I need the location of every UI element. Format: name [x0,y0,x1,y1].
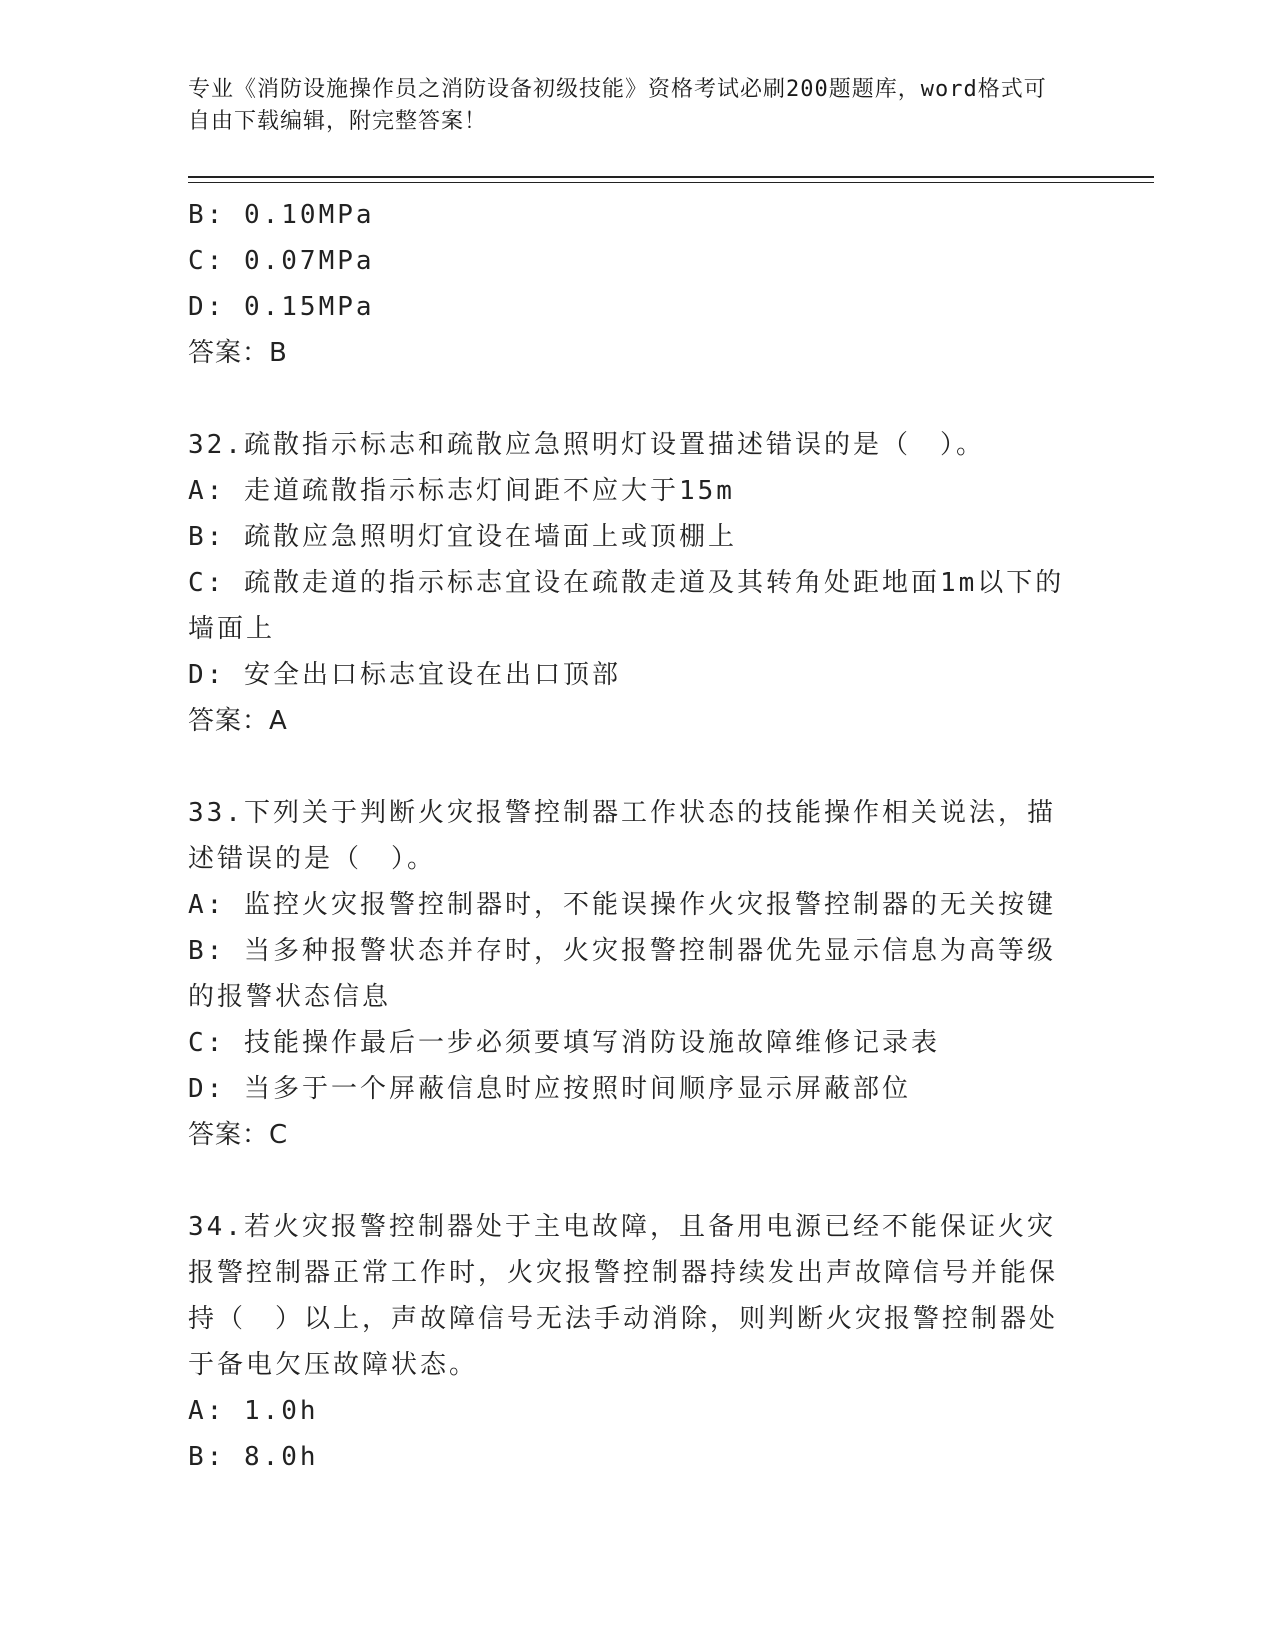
option-b: B: 8.0h [188,1442,319,1472]
spacer [188,1158,1078,1204]
question-stem: 33.下列关于判断火灾报警控制器工作状态的技能操作相关说法，描述错误的是（ ）。 [188,798,1056,874]
option-a: A: 走道疏散指示标志灯间距不应大于15m [188,476,735,506]
option-a: A: 监控火灾报警控制器时，不能误操作火灾报警控制器的无关按键 [188,890,1056,920]
option-c: C: 0.07MPa [188,246,375,276]
option-d: D: 安全出口标志宜设在出口顶部 [188,660,621,690]
option-b: B: 0.10MPa [188,200,375,230]
header-rule-thick [188,176,1154,178]
question-stem: 32.疏散指示标志和疏散应急照明灯设置描述错误的是（ ）。 [188,430,985,460]
answer-line: 答案：A [188,706,288,736]
page-header [188,74,1068,138]
option-b: B: 疏散应急照明灯宜设在墙面上或顶棚上 [188,522,737,552]
option-c: C: 技能操作最后一步必须要填写消防设施故障维修记录表 [188,1028,940,1058]
header-text: 专业《消防设施操作员之消防设备初级技能》资格考试必刷200题题库，word格式可自由下载编辑，附完整答案！ [188,77,1047,134]
option-d: D: 0.15MPa [188,292,375,322]
question-32 [188,422,1078,744]
question-content [188,192,1078,1480]
spacer [188,376,1078,422]
option-a: A: 1.0h [188,1396,319,1426]
header-rule-thin [188,182,1154,183]
spacer [188,744,1078,790]
question-33 [188,790,1078,1158]
option-d: D: 当多于一个屏蔽信息时应按照时间顺序显示屏蔽部位 [188,1074,911,1104]
answer-line: 答案：B [188,338,288,368]
question-stem: 34.若火灾报警控制器处于主电故障，且备用电源已经不能保证火灾报警控制器正常工作时，火灾报警控制器持续发出声故障信号并能保持（ ）以上，声故障信号无法手动消除，则判断火灾报警控制器处于备电欠压故障状态。 [188,1212,1059,1380]
previous-question-tail [188,192,1078,376]
answer-line: 答案：C [188,1120,289,1150]
option-c: C: 疏散走道的指示标志宜设在疏散走道及其转角处距地面1m以下的墙面上 [188,568,1065,644]
question-34 [188,1204,1078,1480]
option-b: B: 当多种报警状态并存时，火灾报警控制器优先显示信息为高等级的报警状态信息 [188,936,1056,1012]
